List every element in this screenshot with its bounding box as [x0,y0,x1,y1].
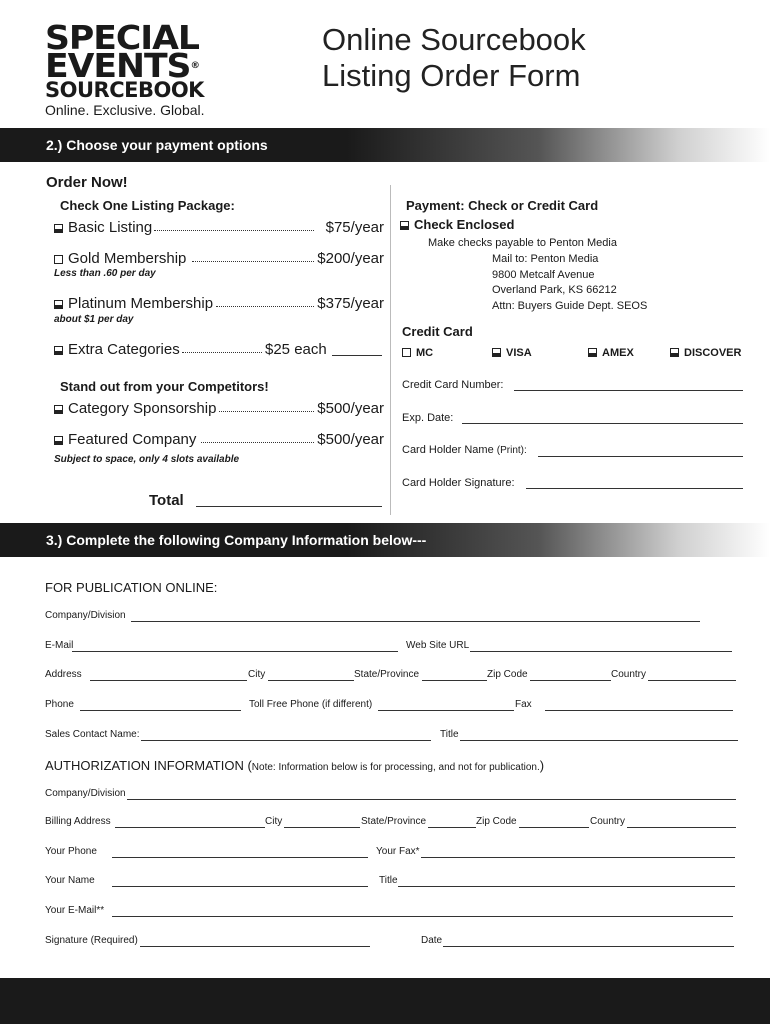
featured-note: Subject to space, only 4 slots available [54,454,240,465]
your-title-label: Title [379,875,398,886]
zip-label: Zip Code [487,669,528,680]
website-label: Web Site URL [406,640,470,651]
checkbox[interactable] [54,300,63,309]
your-fax-label: Your Fax* [376,846,420,857]
mail-address: Mail to: Penton Media 9800 Metcalf Avenue Overland Park, KS 66212 Attn: Buyers Guide Dept. SEOS [492,253,648,312]
platinum-note: about $1 per day [54,314,134,325]
page-title: Online Sourcebook Listing Order Form [322,22,586,93]
holder-name-field[interactable] [538,456,743,457]
card-visa-option[interactable]: VISA [492,347,532,359]
total-field[interactable] [196,506,382,507]
extra-categories-option[interactable]: Extra Categories $25 each [54,341,384,358]
card-mc-option[interactable]: MC [402,347,433,359]
phone-field[interactable] [80,710,241,711]
billing-address-field[interactable] [115,827,265,828]
auth-country-label: Country [590,816,626,827]
checkbox[interactable] [400,221,409,230]
publication-heading: FOR PUBLICATION ONLINE: [45,580,218,595]
order-now: Order Now! [46,174,128,191]
website-field[interactable] [470,651,732,652]
featured-company-option[interactable]: Featured Company $500/year [54,431,384,448]
exp-date-label: Exp. Date: [402,412,454,424]
logo [45,18,205,118]
signature-field[interactable] [140,946,370,947]
basic-listing-option[interactable]: Basic Listing $75/year [54,219,384,236]
logo-line1: SPECIAL [45,18,199,57]
checkbox[interactable] [402,348,411,357]
logo-tagline: Online. Exclusive. Global. [45,102,205,118]
payment-heading: Payment: Check or Credit Card [406,198,599,213]
section2-header: 2.) Choose your payment options [0,128,770,162]
zip-field[interactable] [530,680,611,681]
credit-card-heading: Credit Card [402,324,473,339]
section3-header: 3.) Complete the following Company Information below--- [0,523,770,557]
holder-signature-label: Card Holder Signature: [402,477,515,489]
company-field[interactable] [131,621,700,622]
logo-line2: EVENTS® [45,46,199,85]
your-email-label: Your E-Mail** [45,905,105,916]
category-sponsorship-option[interactable]: Category Sponsorship $500/year [54,400,384,417]
title-label: Title [440,729,459,740]
city-label: City [248,669,266,680]
cc-number-field[interactable] [514,390,743,391]
holder-name-label: Card Holder Name (Print): [402,444,527,456]
check-payable: Make checks payable to Penton Media [428,237,617,249]
logo-line3: SOURCEBOOK [45,78,204,102]
checkbox[interactable] [54,346,63,355]
fax-field[interactable] [545,710,733,711]
title-field[interactable] [460,740,738,741]
email-label: E-Mail [45,640,74,651]
card-amex-option[interactable]: AMEX [588,347,634,359]
gold-membership-option[interactable]: Gold Membership $200/year [54,250,384,267]
checkbox[interactable] [54,255,63,264]
country-label: Country [611,669,647,680]
auth-zip-field[interactable] [519,827,589,828]
your-fax-field[interactable] [421,857,735,858]
column-divider [390,185,391,515]
checkbox[interactable] [54,405,63,414]
package-heading: Check One Listing Package: [60,198,235,213]
your-title-field[interactable] [398,886,735,887]
state-label: State/Province [354,669,420,680]
sales-contact-field[interactable] [141,740,431,741]
card-discover-option[interactable]: DISCOVER [670,347,741,359]
checkbox[interactable] [492,348,501,357]
auth-country-field[interactable] [627,827,736,828]
checkbox[interactable] [588,348,597,357]
auth-city-label: City [265,816,283,827]
address-field[interactable] [90,680,247,681]
footer-bar [0,978,770,1024]
auth-company-field[interactable] [127,799,736,800]
auth-zip-label: Zip Code [476,816,517,827]
cc-number-label: Credit Card Number: [402,379,504,391]
your-email-field[interactable] [112,916,733,917]
platinum-membership-option[interactable]: Platinum Membership $375/year [54,295,384,312]
toll-free-field[interactable] [378,710,514,711]
checkbox[interactable] [54,224,63,233]
email-field[interactable] [72,651,398,652]
phone-label: Phone [45,699,74,710]
billing-address-label: Billing Address [45,816,111,827]
your-phone-field[interactable] [112,857,368,858]
date-label: Date [421,935,443,946]
signature-label: Signature (Required) [45,935,138,946]
date-field[interactable] [443,946,734,947]
state-field[interactable] [422,680,487,681]
check-enclosed-option[interactable]: Check Enclosed [400,217,514,232]
auth-company-label: Company/Division [45,788,126,799]
fax-label: Fax [515,699,532,710]
auth-city-field[interactable] [284,827,360,828]
exp-date-field[interactable] [462,423,743,424]
standout-heading: Stand out from your Competitors! [60,379,269,394]
city-field[interactable] [268,680,354,681]
your-name-field[interactable] [112,886,368,887]
gold-note: Less than .60 per day [54,268,156,279]
toll-free-label: Toll Free Phone (if different) [249,699,373,710]
company-row: Company/Division [45,610,126,621]
your-phone-label: Your Phone [45,846,97,857]
sales-contact-label: Sales Contact Name: [45,729,140,740]
your-name-label: Your Name [45,875,95,886]
total-label: Total [149,492,184,509]
auth-state-label: State/Province [361,816,427,827]
address-label: Address [45,669,82,680]
checkbox[interactable] [670,348,679,357]
country-field[interactable] [648,680,736,681]
checkbox[interactable] [54,436,63,445]
holder-signature-field[interactable] [526,488,743,489]
auth-state-field[interactable] [428,827,476,828]
authorization-heading: AUTHORIZATION INFORMATION (Note: Information below is for processing, and not for publication.) [45,758,545,773]
